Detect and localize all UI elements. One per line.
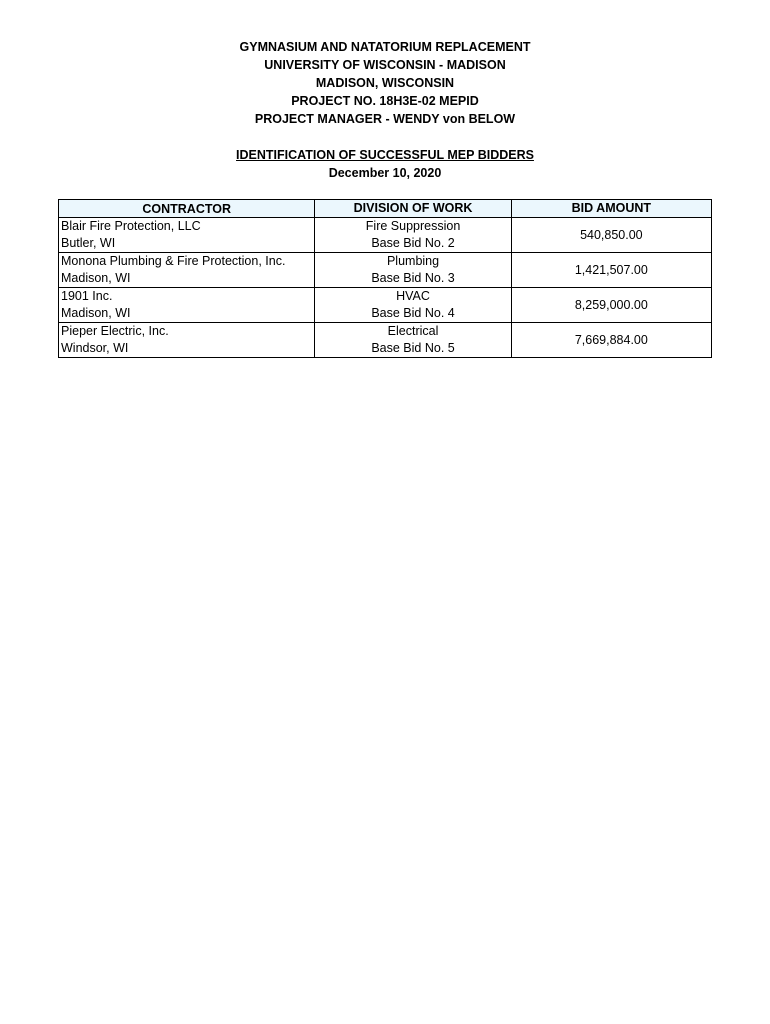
contractor-location: Madison, WI	[61, 306, 131, 320]
column-header-contractor: CONTRACTOR	[59, 200, 315, 218]
division-cell	[315, 253, 511, 288]
table-header-row	[59, 200, 712, 218]
division-name: Fire Suppression	[365, 219, 461, 233]
division-name: Electrical	[387, 324, 439, 338]
contractor-name: Blair Fire Protection, LLC	[61, 219, 201, 233]
section-title: IDENTIFICATION OF SUCCESSFUL MEP BIDDERS	[236, 148, 534, 162]
bid-amount: 7,669,884.00	[511, 323, 711, 358]
column-header-division: DIVISION OF WORK	[315, 200, 511, 218]
division-bid: Base Bid No. 4	[371, 306, 455, 320]
contractor-cell	[59, 288, 315, 323]
location: MADISON, WISCONSIN	[315, 76, 455, 90]
document-header	[0, 38, 770, 128]
project-number: PROJECT NO. 18H3E-02 MEPID	[291, 94, 479, 108]
contractor-name: Pieper Electric, Inc.	[61, 324, 169, 338]
contractor-location: Madison, WI	[61, 271, 131, 285]
bid-amount: 540,850.00	[511, 218, 711, 253]
division-cell	[315, 323, 511, 358]
project-title: GYMNASIUM AND NATATORIUM REPLACEMENT	[239, 40, 531, 54]
contractor-cell	[59, 253, 315, 288]
university-name: UNIVERSITY OF WISCONSIN - MADISON	[264, 58, 506, 72]
bid-amount: 1,421,507.00	[511, 253, 711, 288]
division-bid: Base Bid No. 2	[371, 236, 455, 250]
table-row	[59, 288, 712, 323]
bid-date: December 10, 2020	[328, 166, 442, 180]
column-header-amount: BID AMOUNT	[511, 200, 711, 218]
document-subheader	[0, 146, 770, 182]
division-cell	[315, 288, 511, 323]
division-name: HVAC	[396, 289, 430, 303]
contractor-cell	[59, 323, 315, 358]
contractor-cell	[59, 218, 315, 253]
contractor-location: Butler, WI	[61, 236, 116, 250]
division-cell	[315, 218, 511, 253]
division-bid: Base Bid No. 3	[371, 271, 455, 285]
bidders-table	[58, 199, 712, 358]
table-row	[59, 218, 712, 253]
division-bid: Base Bid No. 5	[371, 341, 455, 355]
division-name: Plumbing	[386, 254, 440, 268]
table-row	[59, 323, 712, 358]
table-row	[59, 253, 712, 288]
contractor-name: 1901 Inc.	[61, 289, 113, 303]
bid-amount: 8,259,000.00	[511, 288, 711, 323]
contractor-name: Monona Plumbing & Fire Protection, Inc.	[61, 254, 286, 268]
project-manager: PROJECT MANAGER - WENDY von BELOW	[254, 112, 516, 126]
contractor-location: Windsor, WI	[61, 341, 129, 355]
